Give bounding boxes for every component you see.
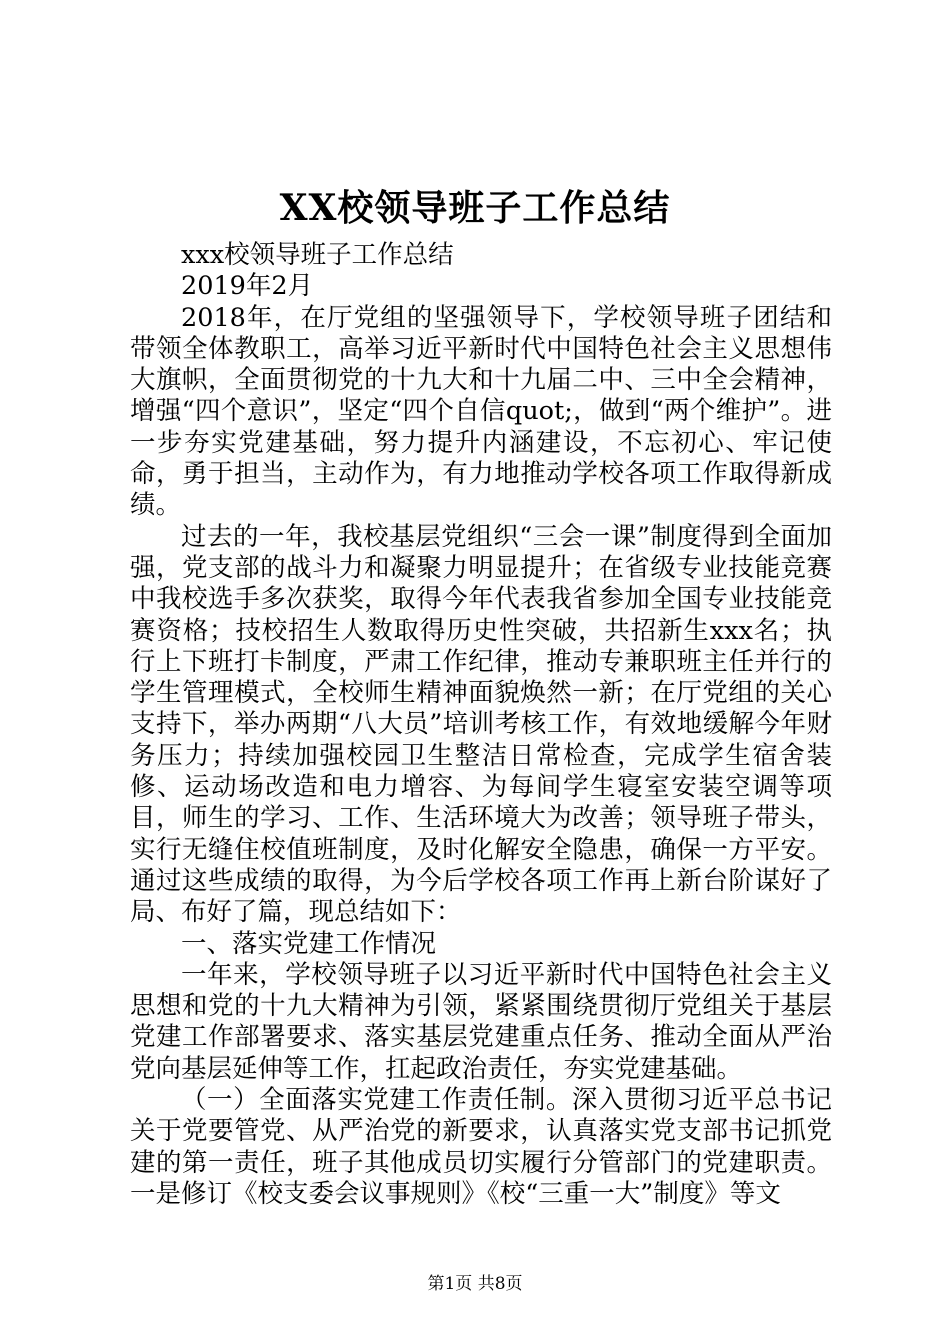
paragraph-subtitle: xxx校领导班子工作总结 xyxy=(181,240,454,270)
section-heading-party-building: 一、落实党建工作情况 xyxy=(181,928,437,959)
paragraph-party-building: 一年来，学校领导班子以习近平新时代中国特色社会主义思想和党的十九大精神为引领，紧紧围绕贯彻厅党组关于基层党建工作部署要求、落实基层党建重点任务、推动全面从严治党向基层延伸等工作，扛起政治责任，夯实党建基础。 xyxy=(130,959,832,1084)
page-footer: 第1页 共8页 xyxy=(427,1274,523,1294)
document-body xyxy=(130,240,832,1210)
paragraph-date: 2019年2月 xyxy=(181,271,314,302)
paragraph-intro: 2018年，在厅党组的坚强领导下，学校领导班子团结和带领全体教职工，高举习近平新时代中国特色社会主义思想伟大旗帜，全面贯彻党的十九大和十九届二中、三中全会精神，增强“四个意识”，坚定“四个自信quot;，做到“两个维护”。进一步夯实党建基础，努力提升内涵建设，不忘初心、牢记使命，勇于担当，主动作为，有力地推动学校各项工作取得新成绩。 xyxy=(130,302,832,521)
paragraph-responsibility: （一）全面落实党建工作责任制。深入贯彻习近平总书记关于党要管党、从严治党的新要求，认真落实党支部书记抓党建的第一责任，班子其他成员切实履行分管部门的党建职责。一是修订《校支委会议事规则》《校“三重一大”制度》等文 xyxy=(130,1085,832,1209)
document-title: XX校领导班子工作总结 xyxy=(279,187,671,229)
paragraph-achievements: 过去的一年，我校基层党组织“三会一课”制度得到全面加强，党支部的战斗力和凝聚力明显提升；在省级专业技能竞赛中我校选手多次获奖，取得今年代表我省参加全国专业技能竞赛资格；技校招生人数取得历史性突破，共招新生xxx名；执行上下班打卡制度，严肃工作纪律，推动专兼职班主任并行的学生管理模式，全校师生精神面貌焕然一新；在厅党组的关心支持下，举办两期“八大员”培训考核工作，有效地缓解今年财务压力；持续加强校园卫生整洁日常检查，完成学生宿舍装修、运动场改造和电力增容、为每间学生寝室安装空调等项目，师生的学习、工作、生活环境大为改善；领导班子带头，实行无缝住校值班制度，及时化解安全隐患，确保一方平安。通过这些成绩的取得，为今后学校各项工作再上新台阶谋好了局、布好了篇，现总结如下： xyxy=(130,521,832,928)
